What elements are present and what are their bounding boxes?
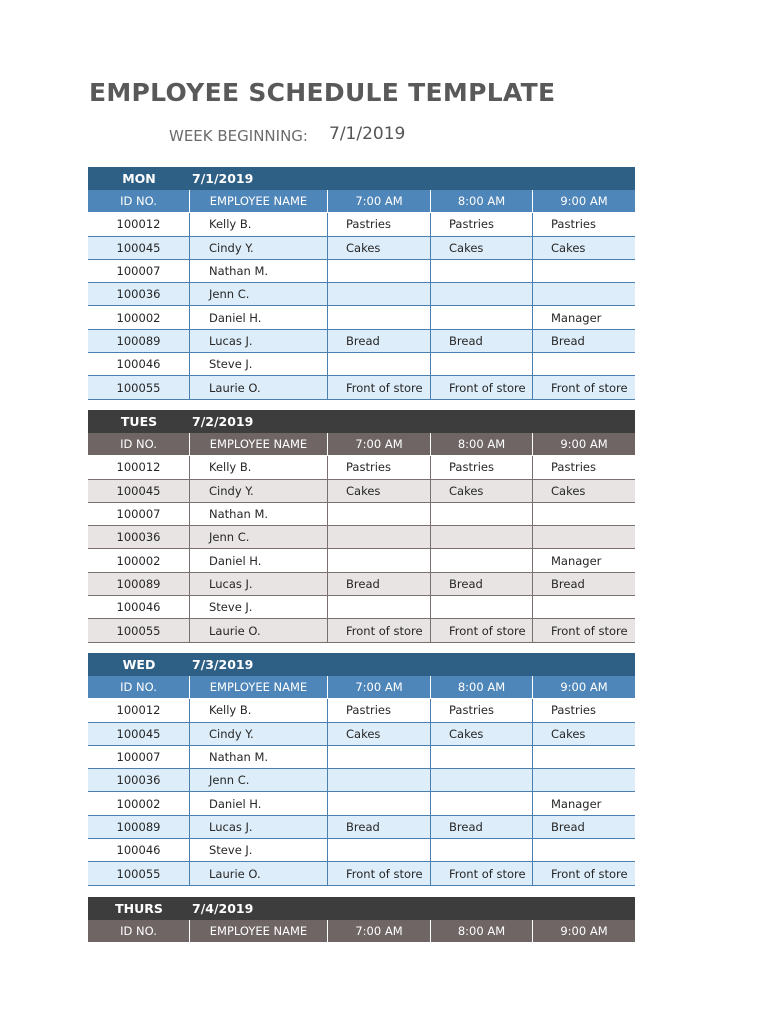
cell-7am[interactable]: Cakes	[328, 237, 431, 260]
cell-id[interactable]: 100045	[88, 723, 190, 746]
table-row	[88, 862, 635, 885]
day-date: 7/2/2019	[192, 414, 254, 429]
cell-name[interactable]: Lucas J.	[190, 573, 328, 596]
cell-9am[interactable]	[533, 769, 635, 792]
cell-8am[interactable]	[431, 549, 533, 572]
cell-9am[interactable]: Manager	[533, 792, 635, 815]
cell-name[interactable]: Steve J.	[190, 596, 328, 619]
table-row	[88, 769, 635, 792]
column-header-7am: 7:00 AM	[328, 190, 431, 213]
cell-8am[interactable]: Pastries	[431, 699, 533, 722]
cell-9am[interactable]	[533, 283, 635, 306]
table-row	[88, 699, 635, 722]
table-row	[88, 596, 635, 619]
cell-id[interactable]: 100007	[88, 746, 190, 769]
cell-9am[interactable]: Cakes	[533, 480, 635, 503]
cell-id[interactable]: 100036	[88, 769, 190, 792]
cell-9am[interactable]: Front of store	[533, 619, 635, 642]
cell-7am[interactable]: Bread	[328, 330, 431, 353]
cell-id[interactable]: 100055	[88, 619, 190, 642]
cell-name[interactable]: Lucas J.	[190, 330, 328, 353]
cell-name[interactable]: Laurie O.	[190, 376, 328, 399]
table-row	[88, 723, 635, 746]
column-header-id: ID NO.	[88, 920, 190, 943]
week-beginning-label: WEEK BEGINNING:	[169, 127, 308, 145]
cell-7am[interactable]	[328, 746, 431, 769]
table-row	[88, 213, 635, 236]
cell-name[interactable]: Laurie O.	[190, 862, 328, 885]
cell-8am[interactable]	[431, 839, 533, 862]
cell-id[interactable]: 100002	[88, 549, 190, 572]
day-date: 7/4/2019	[192, 901, 254, 916]
cell-8am[interactable]	[431, 503, 533, 526]
cell-9am[interactable]	[533, 526, 635, 549]
cell-7am[interactable]	[328, 792, 431, 815]
cell-id[interactable]: 100002	[88, 792, 190, 815]
cell-9am[interactable]: Cakes	[533, 723, 635, 746]
cell-id[interactable]: 100036	[88, 283, 190, 306]
cell-9am[interactable]	[533, 596, 635, 619]
cell-name[interactable]: Cindy Y.	[190, 237, 328, 260]
cell-id[interactable]: 100055	[88, 376, 190, 399]
column-header-9am: 9:00 AM	[533, 920, 635, 943]
cell-name[interactable]: Kelly B.	[190, 699, 328, 722]
cell-name[interactable]: Nathan M.	[190, 503, 328, 526]
cell-8am[interactable]: Bread	[431, 816, 533, 839]
cell-8am[interactable]: Cakes	[431, 237, 533, 260]
cell-id[interactable]: 100007	[88, 503, 190, 526]
cell-name[interactable]: Jenn C.	[190, 283, 328, 306]
cell-id[interactable]: 100046	[88, 839, 190, 862]
column-header-name: EMPLOYEE NAME	[190, 676, 328, 699]
cell-7am[interactable]	[328, 260, 431, 283]
cell-id[interactable]: 100089	[88, 573, 190, 596]
cell-7am[interactable]: Front of store	[328, 619, 431, 642]
cell-8am[interactable]	[431, 596, 533, 619]
cell-7am[interactable]	[328, 769, 431, 792]
table-row	[88, 456, 635, 479]
cell-9am[interactable]	[533, 353, 635, 376]
cell-name[interactable]: Steve J.	[190, 353, 328, 376]
table-row	[88, 792, 635, 815]
column-header-7am: 7:00 AM	[328, 676, 431, 699]
cell-name[interactable]: Kelly B.	[190, 213, 328, 236]
cell-9am[interactable]	[533, 260, 635, 283]
cell-7am[interactable]: Bread	[328, 573, 431, 596]
cell-7am[interactable]: Cakes	[328, 723, 431, 746]
cell-8am[interactable]: Cakes	[431, 480, 533, 503]
table-row	[88, 816, 635, 839]
column-header-name: EMPLOYEE NAME	[190, 920, 328, 943]
column-header-8am: 8:00 AM	[431, 920, 533, 943]
column-header-8am: 8:00 AM	[431, 190, 533, 213]
table-row	[88, 376, 635, 399]
table-row	[88, 480, 635, 503]
column-header-id: ID NO.	[88, 676, 190, 699]
cell-name[interactable]: Steve J.	[190, 839, 328, 862]
table-row	[88, 353, 635, 376]
cell-name[interactable]: Jenn C.	[190, 769, 328, 792]
cell-9am[interactable]	[533, 839, 635, 862]
cell-8am[interactable]	[431, 769, 533, 792]
day-name: THURS	[115, 901, 163, 916]
week-beginning-value[interactable]: 7/1/2019	[329, 124, 406, 144]
cell-8am[interactable]	[431, 283, 533, 306]
cell-id[interactable]: 100045	[88, 480, 190, 503]
cell-id[interactable]: 100089	[88, 330, 190, 353]
cell-name[interactable]: Daniel H.	[190, 306, 328, 329]
cell-8am[interactable]	[431, 746, 533, 769]
cell-9am[interactable]: Bread	[533, 573, 635, 596]
table-row	[88, 503, 635, 526]
cell-9am[interactable]: Pastries	[533, 699, 635, 722]
cell-id[interactable]: 100007	[88, 260, 190, 283]
column-header-8am: 8:00 AM	[431, 433, 533, 456]
cell-7am[interactable]	[328, 526, 431, 549]
cell-9am[interactable]: Manager	[533, 306, 635, 329]
cell-9am[interactable]: Bread	[533, 816, 635, 839]
cell-8am[interactable]: Front of store	[431, 619, 533, 642]
cell-name[interactable]: Kelly B.	[190, 456, 328, 479]
column-header-id: ID NO.	[88, 190, 190, 213]
cell-id[interactable]: 100002	[88, 306, 190, 329]
cell-name[interactable]: Cindy Y.	[190, 480, 328, 503]
page-title: EMPLOYEE SCHEDULE TEMPLATE	[89, 78, 556, 107]
column-header-name: EMPLOYEE NAME	[190, 433, 328, 456]
cell-id[interactable]: 100012	[88, 456, 190, 479]
cell-9am[interactable]: Cakes	[533, 237, 635, 260]
cell-id[interactable]: 100012	[88, 213, 190, 236]
table-row	[88, 746, 635, 769]
column-header-row	[88, 676, 635, 699]
day-name: MON	[122, 171, 156, 186]
cell-9am[interactable]: Front of store	[533, 376, 635, 399]
day-date: 7/3/2019	[192, 657, 254, 672]
table-row	[88, 573, 635, 596]
column-header-7am: 7:00 AM	[328, 920, 431, 943]
cell-9am[interactable]: Pastries	[533, 456, 635, 479]
cell-9am[interactable]: Manager	[533, 549, 635, 572]
cell-8am[interactable]	[431, 792, 533, 815]
column-header-8am: 8:00 AM	[431, 676, 533, 699]
cell-8am[interactable]: Front of store	[431, 376, 533, 399]
day-name: WED	[122, 657, 156, 672]
cell-id[interactable]: 100046	[88, 353, 190, 376]
cell-8am[interactable]: Bread	[431, 330, 533, 353]
cell-name[interactable]: Laurie O.	[190, 619, 328, 642]
table-row	[88, 260, 635, 283]
column-header-row	[88, 920, 635, 943]
cell-9am[interactable]	[533, 746, 635, 769]
cell-9am[interactable]	[533, 503, 635, 526]
table-row	[88, 526, 635, 549]
cell-8am[interactable]	[431, 260, 533, 283]
cell-name[interactable]: Nathan M.	[190, 746, 328, 769]
day-header-bar	[88, 897, 635, 920]
cell-id[interactable]: 100046	[88, 596, 190, 619]
table-row	[88, 619, 635, 642]
day-block-thurs	[88, 897, 635, 943]
cell-8am[interactable]: Cakes	[431, 723, 533, 746]
cell-name[interactable]: Daniel H.	[190, 792, 328, 815]
column-header-row	[88, 433, 635, 456]
cell-8am[interactable]: Pastries	[431, 456, 533, 479]
cell-8am[interactable]	[431, 306, 533, 329]
table-row	[88, 237, 635, 260]
day-header-bar	[88, 653, 635, 676]
day-block-mon	[88, 167, 635, 400]
column-header-name: EMPLOYEE NAME	[190, 190, 328, 213]
cell-name[interactable]: Nathan M.	[190, 260, 328, 283]
table-row	[88, 306, 635, 329]
table-row	[88, 330, 635, 353]
cell-7am[interactable]: Front of store	[328, 862, 431, 885]
cell-7am[interactable]: Cakes	[328, 480, 431, 503]
cell-7am[interactable]: Bread	[328, 816, 431, 839]
cell-7am[interactable]: Pastries	[328, 456, 431, 479]
cell-name[interactable]: Lucas J.	[190, 816, 328, 839]
cell-8am[interactable]	[431, 353, 533, 376]
day-block-wed	[88, 653, 635, 886]
cell-7am[interactable]	[328, 306, 431, 329]
cell-name[interactable]: Daniel H.	[190, 549, 328, 572]
cell-8am[interactable]: Bread	[431, 573, 533, 596]
day-block-tues	[88, 410, 635, 643]
column-header-row	[88, 190, 635, 213]
column-header-id: ID NO.	[88, 433, 190, 456]
day-name: TUES	[120, 414, 158, 429]
cell-7am[interactable]	[328, 549, 431, 572]
table-row	[88, 283, 635, 306]
cell-7am[interactable]: Pastries	[328, 213, 431, 236]
cell-8am[interactable]: Front of store	[431, 862, 533, 885]
cell-9am[interactable]: Bread	[533, 330, 635, 353]
column-header-9am: 9:00 AM	[533, 190, 635, 213]
cell-8am[interactable]	[431, 526, 533, 549]
cell-7am[interactable]	[328, 503, 431, 526]
day-date: 7/1/2019	[192, 171, 254, 186]
cell-id[interactable]: 100012	[88, 699, 190, 722]
cell-id[interactable]: 100089	[88, 816, 190, 839]
day-header-bar	[88, 167, 635, 190]
cell-id[interactable]: 100055	[88, 862, 190, 885]
cell-7am[interactable]: Front of store	[328, 376, 431, 399]
cell-7am[interactable]	[328, 596, 431, 619]
cell-id[interactable]: 100036	[88, 526, 190, 549]
table-row	[88, 549, 635, 572]
cell-7am[interactable]	[328, 283, 431, 306]
column-header-9am: 9:00 AM	[533, 676, 635, 699]
column-header-7am: 7:00 AM	[328, 433, 431, 456]
cell-8am[interactable]: Pastries	[431, 213, 533, 236]
cell-7am[interactable]	[328, 839, 431, 862]
column-header-9am: 9:00 AM	[533, 433, 635, 456]
cell-name[interactable]: Cindy Y.	[190, 723, 328, 746]
cell-7am[interactable]: Pastries	[328, 699, 431, 722]
cell-9am[interactable]: Front of store	[533, 862, 635, 885]
day-header-bar	[88, 410, 635, 433]
cell-7am[interactable]	[328, 353, 431, 376]
cell-name[interactable]: Jenn C.	[190, 526, 328, 549]
cell-9am[interactable]: Pastries	[533, 213, 635, 236]
cell-id[interactable]: 100045	[88, 237, 190, 260]
table-row	[88, 839, 635, 862]
